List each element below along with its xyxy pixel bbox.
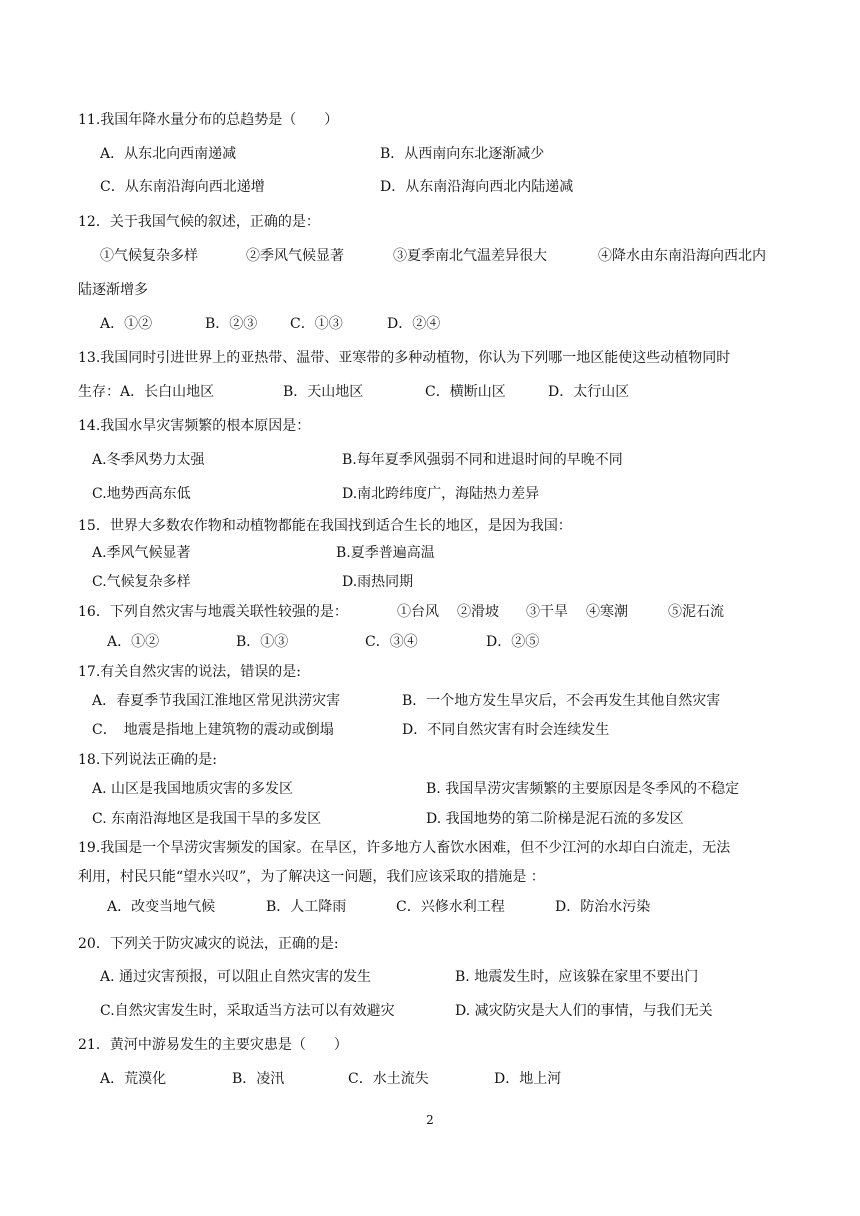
q12-statement-4a: ④降水由东南沿海向西北内	[598, 248, 766, 264]
q16-option-c: C．③④	[365, 634, 418, 650]
q17-option-c: C． 地震是指地上建筑物的震动或倒塌	[92, 722, 334, 738]
q12-option-b: B．②③	[205, 316, 258, 332]
q15-option-c: C.气候复杂多样	[92, 574, 191, 590]
q12-statement-3: ③夏季南北气温差异很大	[393, 248, 547, 264]
q12-statement-2: ②季风气候显著	[246, 248, 344, 264]
q12-option-c: C．①③	[290, 316, 343, 332]
q15-option-a: A.季风气候显著	[92, 545, 191, 561]
q15-stem: 15．世界大多数农作物和动植物都能在我国找到适合生长的地区，是因为我国：	[78, 518, 572, 534]
q13-option-d: D．太行山区	[548, 384, 630, 400]
q21-option-a: A．荒漠化	[100, 1071, 167, 1087]
q19-stem-line2: 利用，村民只能“望水兴叹”，为了解决这一问题，我们应该采取的措施是 ：	[78, 869, 545, 885]
q14-option-a: A.冬季风势力太强	[92, 452, 205, 468]
q19-option-c: C．兴修水利工程	[396, 899, 505, 915]
q18-option-c: C. 东南沿海地区是我国干旱的多发区	[92, 811, 322, 827]
q12-statement-1: ①气候复杂多样	[100, 248, 198, 264]
q13-option-b: B．天山地区	[283, 384, 364, 400]
q16-option-b: B．①③	[236, 634, 289, 650]
q11-option-d: D．从东南沿海向西北内陆递减	[380, 179, 574, 195]
q11-option-b: B．从西南向东北逐渐减少	[380, 146, 545, 162]
q13-option-a: 生存：A．长白山地区	[78, 384, 215, 400]
q18-option-a: A. 山区是我国地质灾害的多发区	[92, 781, 294, 797]
q16-stem: 16．下列自然灾害与地震关联性较强的是：	[78, 604, 348, 620]
q12-stem: 12．关于我国气候的叙述，正确的是：	[78, 214, 320, 230]
q15-option-d: D.雨热同期	[342, 574, 414, 590]
q20-option-a: A. 通过灾害预报，可以阻止自然灾害的发生	[100, 969, 372, 985]
q16-item-5: ⑤泥石流	[668, 604, 724, 620]
q16-item-1: ①台风	[397, 604, 439, 620]
q13-option-c: C．横断山区	[425, 384, 506, 400]
q11-option-a: A．从东北向西南递减	[100, 146, 237, 162]
q17-option-a: A．春夏季节我国江淮地区常见洪涝灾害	[92, 693, 341, 709]
q16-item-2: ②滑坡	[457, 604, 499, 620]
q19-option-b: B．人工降雨	[266, 899, 347, 915]
q16-item-3: ③干旱	[526, 604, 568, 620]
q19-option-a: A．改变当地气候	[107, 899, 216, 915]
q16-item-4: ④寒潮	[586, 604, 628, 620]
q20-stem: 20．下列关于防灾减灾的说法，正确的是:	[78, 936, 339, 952]
q14-option-b: B.每年夏季风强弱不同和进退时间的早晚不同	[342, 452, 623, 468]
page-number: 2	[426, 1113, 434, 1127]
q21-option-d: D．地上河	[494, 1071, 562, 1087]
q14-stem: 14.我国水旱灾害频繁的根本原因是：	[78, 418, 311, 434]
q21-option-b: B．凌汛	[232, 1071, 285, 1087]
q11-stem: 11.我国年降水量分布的总趋势是（ ）	[78, 112, 339, 128]
q16-option-a: A．①②	[107, 634, 160, 650]
q20-option-b: B. 地震发生时，应该躲在家里不要出门	[455, 969, 699, 985]
q12-option-a: A．①②	[100, 316, 153, 332]
q21-option-c: C．水土流失	[348, 1071, 429, 1087]
q19-option-d: D．防治水污染	[555, 899, 651, 915]
q11-option-c: C．从东南沿海向西北递增	[100, 179, 265, 195]
q12-option-d: D．②④	[387, 316, 441, 332]
q20-option-d: D. 减灾防灾是大人们的事情，与我们无关	[455, 1003, 713, 1019]
q18-option-b: B. 我国旱涝灾害频繁的主要原因是冬季风的不稳定	[426, 781, 740, 797]
q15-option-b: B.夏季普遍高温	[336, 545, 435, 561]
q12-statement-4b: 陆逐渐增多	[78, 282, 148, 298]
q19-stem-line1: 19.我国是一个旱涝灾害频发的国家。在旱区，许多地方人畜饮水困难，但不少江河的水却白白流走，无法	[78, 840, 731, 856]
q21-stem: 21．黄河中游易发生的主要灾患是（ ）	[78, 1037, 348, 1053]
q13-stem: 13.我国同时引进世界上的亚热带、温带、亚寒带的多种动植物，你认为下列哪一地区能使这些动植物同时	[78, 350, 731, 366]
q20-option-c: C.自然灾害发生时，采取适当方法可以有效避灾	[100, 1003, 395, 1019]
q14-option-c: C.地势西高东低	[92, 486, 191, 502]
q18-option-d: D. 我国地势的第二阶梯是泥石流的多发区	[426, 811, 684, 827]
q17-option-b: B．一个地方发生旱灾后，不会再发生其他自然灾害	[402, 693, 721, 709]
q18-stem: 18.下列说法正确的是:	[78, 752, 217, 768]
q17-stem: 17.有关自然灾害的说法，错误的是:	[78, 664, 301, 680]
q17-option-d: D．不同自然灾害有时会连续发生	[402, 722, 610, 738]
q16-option-d: D．②⑤	[486, 634, 540, 650]
q14-option-d: D.南北跨纬度广，海陆热力差异	[342, 486, 540, 502]
